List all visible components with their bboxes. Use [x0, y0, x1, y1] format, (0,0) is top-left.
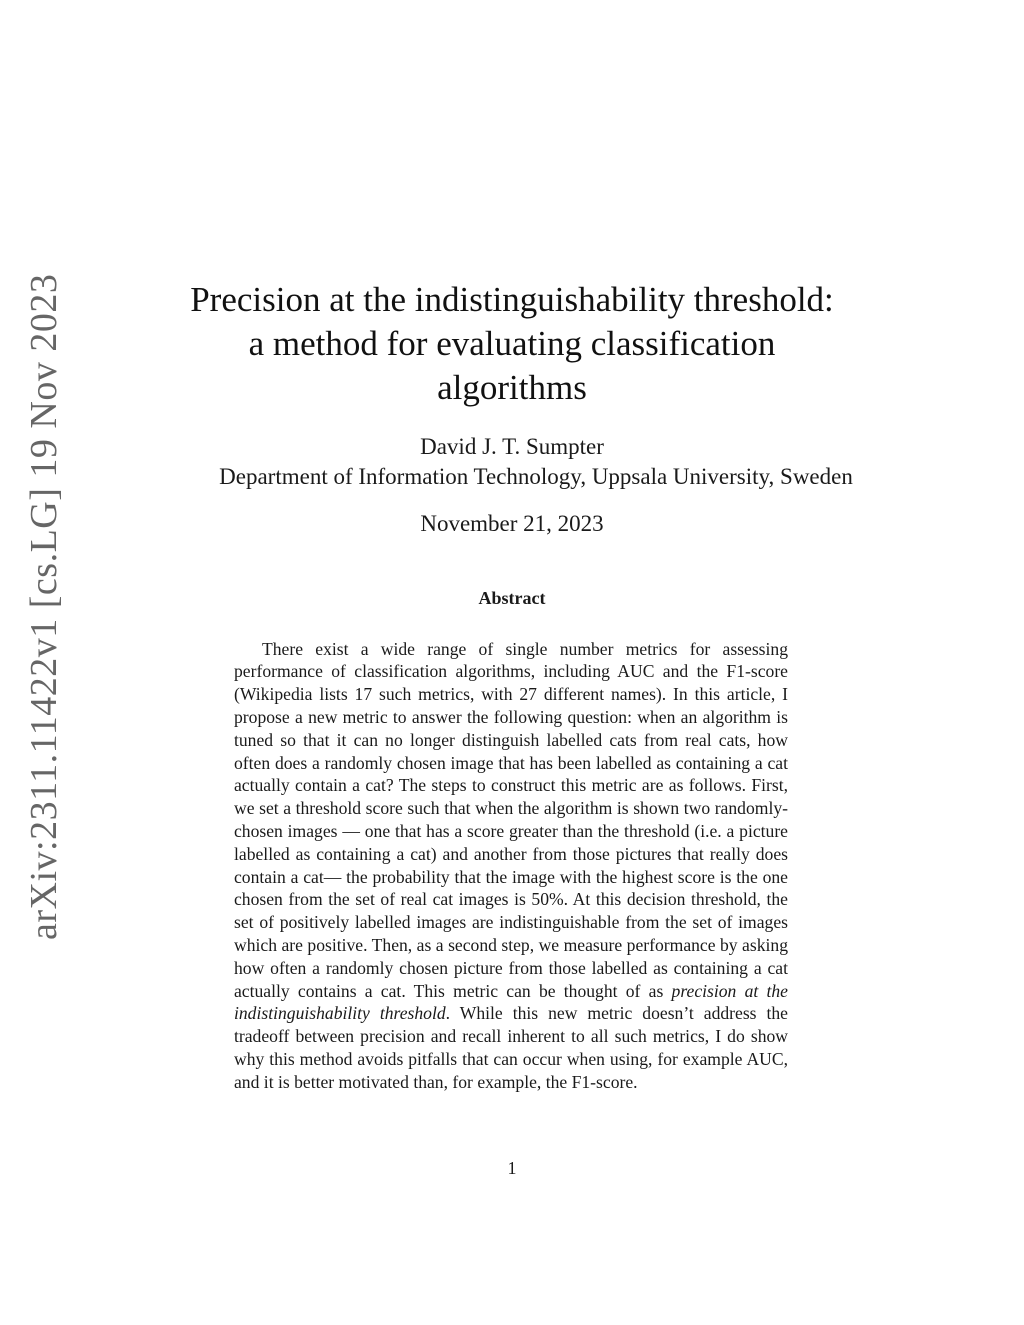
publication-date: November 21, 2023 [420, 511, 604, 536]
title-line-1: Precision at the indistinguishability threshold: [190, 280, 834, 319]
abstract-heading: Abstract [478, 588, 546, 608]
author-name: David J. T. Sumpter [420, 434, 604, 459]
abstract-text-part-1: There exist a wide range of single number metrics for assessing performance of classification algorithms, including AUC and the F1-score (Wikipedia lists 17 such metrics, with 27 different names). In this article, I propose a new metric to answer the following question: when an algorithm is tuned so that it can no longer distinguish labelled cats from real cats, how often does a randomly chosen image that has been labelled as containing a cat actually contain a cat? The steps to construct this metric are as follows. First, we set a threshold score such that when the algorithm is shown two randomly-chosen images — one that has a score greater than the threshold (i.e. a picture labelled as containing a cat) and another from those pictures that really does contain a cat— the probability that the image with the highest score is the one chosen from the set of real cat images is 50%. At this decision threshold, the set of positively labelled images are indistinguishable from the set of images which are positive. Then, as a second step, we measure performance by asking how often a randomly chosen picture from those labelled as containing a cat actually contains a cat. This metric can be thought of as [234, 638, 788, 1001]
abstract-italic-metric-name: precision at the indistinguishability threshold [234, 980, 788, 1024]
arxiv-identifier-stamp: arXiv:2311.11422v1 [cs.LG] 19 Nov 2023 [23, 273, 65, 940]
abstract-text-part-2: . While this new metric doesn’t address the tradeoff between precision and recall inherent to all such metrics, I do show why this method avoids pitfalls that can occur when using, for example AUC, and it is better motivated than, for example, the F1-score. [234, 1003, 788, 1092]
title-line-3: algorithms [437, 368, 587, 407]
title-line-2: a method for evaluating classification [248, 324, 776, 363]
paper-title [150, 278, 874, 410]
page-number: 1 [507, 1158, 517, 1178]
author-affiliation: Department of Information Technology, Uppsala University, Sweden [219, 464, 853, 489]
abstract-body [234, 638, 788, 1094]
